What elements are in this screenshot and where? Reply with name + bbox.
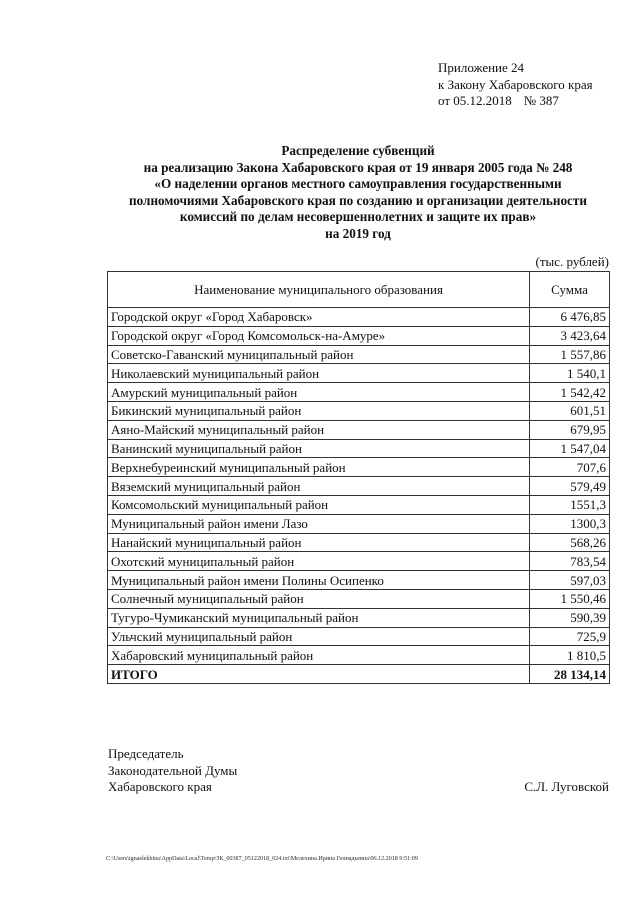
municipality-name: Тугуро-Чумиканский муниципальный район (108, 608, 530, 627)
municipality-name: Верхнебуреинский муниципальный район (108, 458, 530, 477)
table-row (108, 308, 610, 327)
subsidy-table (107, 271, 610, 684)
municipality-name: Советско-Гаванский муниципальный район (108, 345, 530, 364)
municipality-name: Нанайский муниципальный район (108, 533, 530, 552)
municipality-name: Бикинский муниципальный район (108, 401, 530, 420)
signature-block (108, 746, 237, 796)
subsidy-amount: 783,54 (530, 552, 610, 571)
municipality-name: Муниципальный район имени Лазо (108, 514, 530, 533)
municipality-name: Ванинский муниципальный район (108, 439, 530, 458)
signature-title-2: Законодательной Думы (108, 762, 238, 778)
title-line: Распределение субвенций (281, 143, 435, 158)
table-row (108, 571, 610, 590)
appendix-law-number: № 387 (523, 93, 559, 108)
table-row (108, 589, 610, 608)
subsidy-amount: 1551,3 (530, 495, 610, 514)
table-row (108, 627, 610, 646)
subsidy-amount: 3 423,64 (530, 326, 610, 345)
title-line: «О наделении органов местного самоуправления государственными (154, 176, 562, 192)
table-row (108, 439, 610, 458)
subsidy-amount: 568,26 (530, 533, 610, 552)
subsidy-amount: 28 134,14 (530, 665, 610, 684)
municipality-name: Городской округ «Город Хабаровск» (108, 308, 530, 327)
table-row (108, 646, 610, 665)
subsidy-amount: 597,03 (530, 571, 610, 590)
appendix-date-line (438, 93, 593, 110)
table-row (108, 401, 610, 420)
subsidy-amount: 1 540,1 (530, 364, 610, 383)
table-row (108, 608, 610, 627)
title-line: на реализацию Закона Хабаровского края от 19 января 2005 года № 248 (143, 159, 573, 175)
subsidy-amount: 1 542,42 (530, 383, 610, 402)
appendix-number: Приложение 24 (438, 60, 525, 75)
table-row (108, 383, 610, 402)
table-row (108, 364, 610, 383)
municipality-name: Солнечный муниципальный район (108, 589, 530, 608)
signature-title-1: Председатель (108, 746, 184, 761)
column-header-name: Наименование муниципального образования (108, 272, 530, 308)
subsidy-amount: 707,6 (530, 458, 610, 477)
subsidy-amount: 1 547,04 (530, 439, 610, 458)
subsidy-amount: 725,9 (530, 627, 610, 646)
municipality-name: Ульчский муниципальный район (108, 627, 530, 646)
subsidy-amount: 1300,3 (530, 514, 610, 533)
table-header-row (108, 272, 610, 308)
table-row (108, 477, 610, 496)
table-row (108, 552, 610, 571)
appendix-header (438, 60, 593, 110)
signature-title-3: Хабаровского края (108, 779, 212, 794)
municipality-name: Аяно-Майский муниципальный район (108, 420, 530, 439)
subsidy-amount: 6 476,85 (530, 308, 610, 327)
subsidy-amount: 1 557,86 (530, 345, 610, 364)
subsidy-amount: 1 810,5 (530, 646, 610, 665)
units-label: (тыс. рублей) (535, 254, 609, 269)
municipality-name: Охотский муниципальный район (108, 552, 530, 571)
title-line: полномочиями Хабаровского края по созданию и организации деятельности (129, 192, 587, 208)
subsidy-amount: 601,51 (530, 401, 610, 420)
subsidy-amount: 679,95 (530, 420, 610, 439)
table-row (108, 514, 610, 533)
column-header-sum: Сумма (530, 272, 610, 308)
appendix-date: от 05.12.2018 (438, 93, 512, 108)
subsidy-amount: 1 550,46 (530, 589, 610, 608)
signer-name: С.Л. Луговской (524, 779, 609, 794)
table-row (108, 458, 610, 477)
table-row (108, 495, 610, 514)
municipality-name: Николаевский муниципальный район (108, 364, 530, 383)
document-title (100, 143, 616, 243)
table-row (108, 326, 610, 345)
table-total-row (108, 665, 610, 684)
table-body (108, 308, 610, 684)
table-row (108, 533, 610, 552)
table-row (108, 420, 610, 439)
municipality-name: ИТОГО (108, 665, 530, 684)
title-line: комиссий по делам несовершеннолетних и защите их прав» (179, 209, 537, 225)
subsidy-amount: 579,49 (530, 477, 610, 496)
municipality-name: Амурский муниципальный район (108, 383, 530, 402)
municipality-name: Хабаровский муниципальный район (108, 646, 530, 665)
file-path-footer: C:\Users\ignaelekhina\AppData\Local\Temp\ЗК_00387_05122018_024.txt\Мелехина Ирина Геннадьевна\06.12.2018 9:51:09 (106, 855, 418, 862)
table-row (108, 345, 610, 364)
title-line: на 2019 год (325, 225, 391, 241)
municipality-name: Городской округ «Город Комсомольск-на-Амуре» (108, 326, 530, 345)
appendix-law-ref: к Закону Хабаровского края (438, 76, 593, 92)
municipality-name: Комсомольский муниципальный район (108, 495, 530, 514)
municipality-name: Вяземский муниципальный район (108, 477, 530, 496)
municipality-name: Муниципальный район имени Полины Осипенко (108, 571, 530, 590)
subsidy-amount: 590,39 (530, 608, 610, 627)
